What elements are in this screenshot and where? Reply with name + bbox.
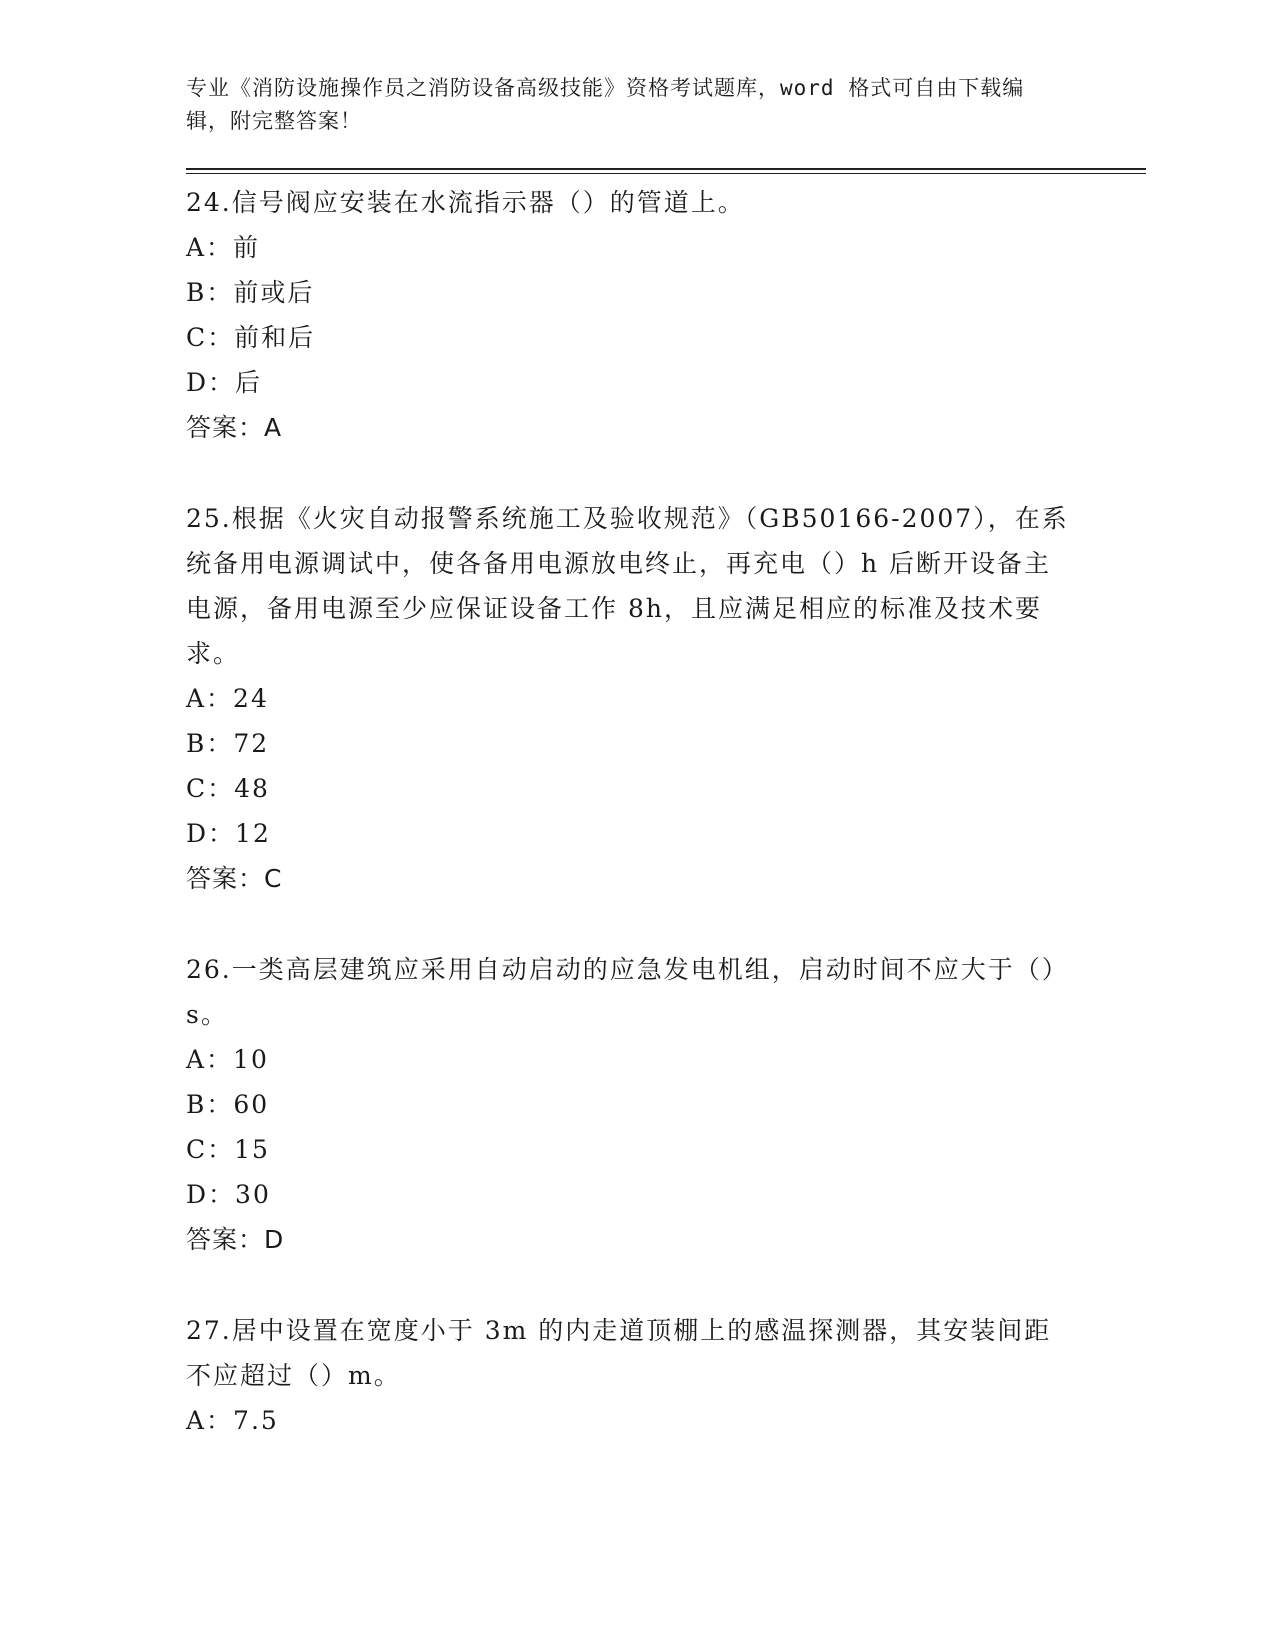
option-d: D：后 [186,368,263,397]
document-page [186,72,1146,1489]
option-d: D：30 [186,1180,271,1209]
header-divider [186,168,1146,174]
option-a: A：24 [186,684,269,713]
question-26 [186,947,1146,1262]
option-b: B：72 [186,729,270,758]
question-stem: 25.根据《火灾自动报警系统施工及验收规范》（GB50166-2007），在系统备用电源调试中，使各备用电源放电终止，再充电（）h 后断开设备主电源，备用电源至少应保证设备工作 8h，且应满足相应的标准及技术要求。 [186,504,1069,668]
option-c: C：前和后 [186,323,316,352]
answer-line: 答案：D [186,1225,285,1254]
question-25 [186,496,1146,901]
question-stem: 24.信号阀应安装在水流指示器（）的管道上。 [186,188,745,217]
option-b: B：前或后 [186,278,315,307]
option-d: D：12 [186,819,271,848]
question-27 [186,1308,1146,1443]
question-stem: 26.一类高层建筑应采用自动启动的应急发电机组，启动时间不应大于（）s。 [186,955,1069,1029]
option-a: A：10 [186,1045,269,1074]
question-24 [186,180,1146,450]
question-stem: 27.居中设置在宽度小于 3m 的内走道顶棚上的感温探测器，其安装间距不应超过（）m。 [186,1316,1052,1390]
option-c: C：48 [186,774,270,803]
answer-line: 答案：C [186,864,283,893]
document-header: 专业《消防设施操作员之消防设备高级技能》资格考试题库，word 格式可自由下载编辑，附完整答案！ [186,76,1025,133]
answer-line: 答案：A [186,413,283,442]
option-a: A：7.5 [186,1406,279,1435]
option-b: B：60 [186,1090,270,1119]
option-a: A：前 [186,233,261,262]
option-c: C：15 [186,1135,270,1164]
